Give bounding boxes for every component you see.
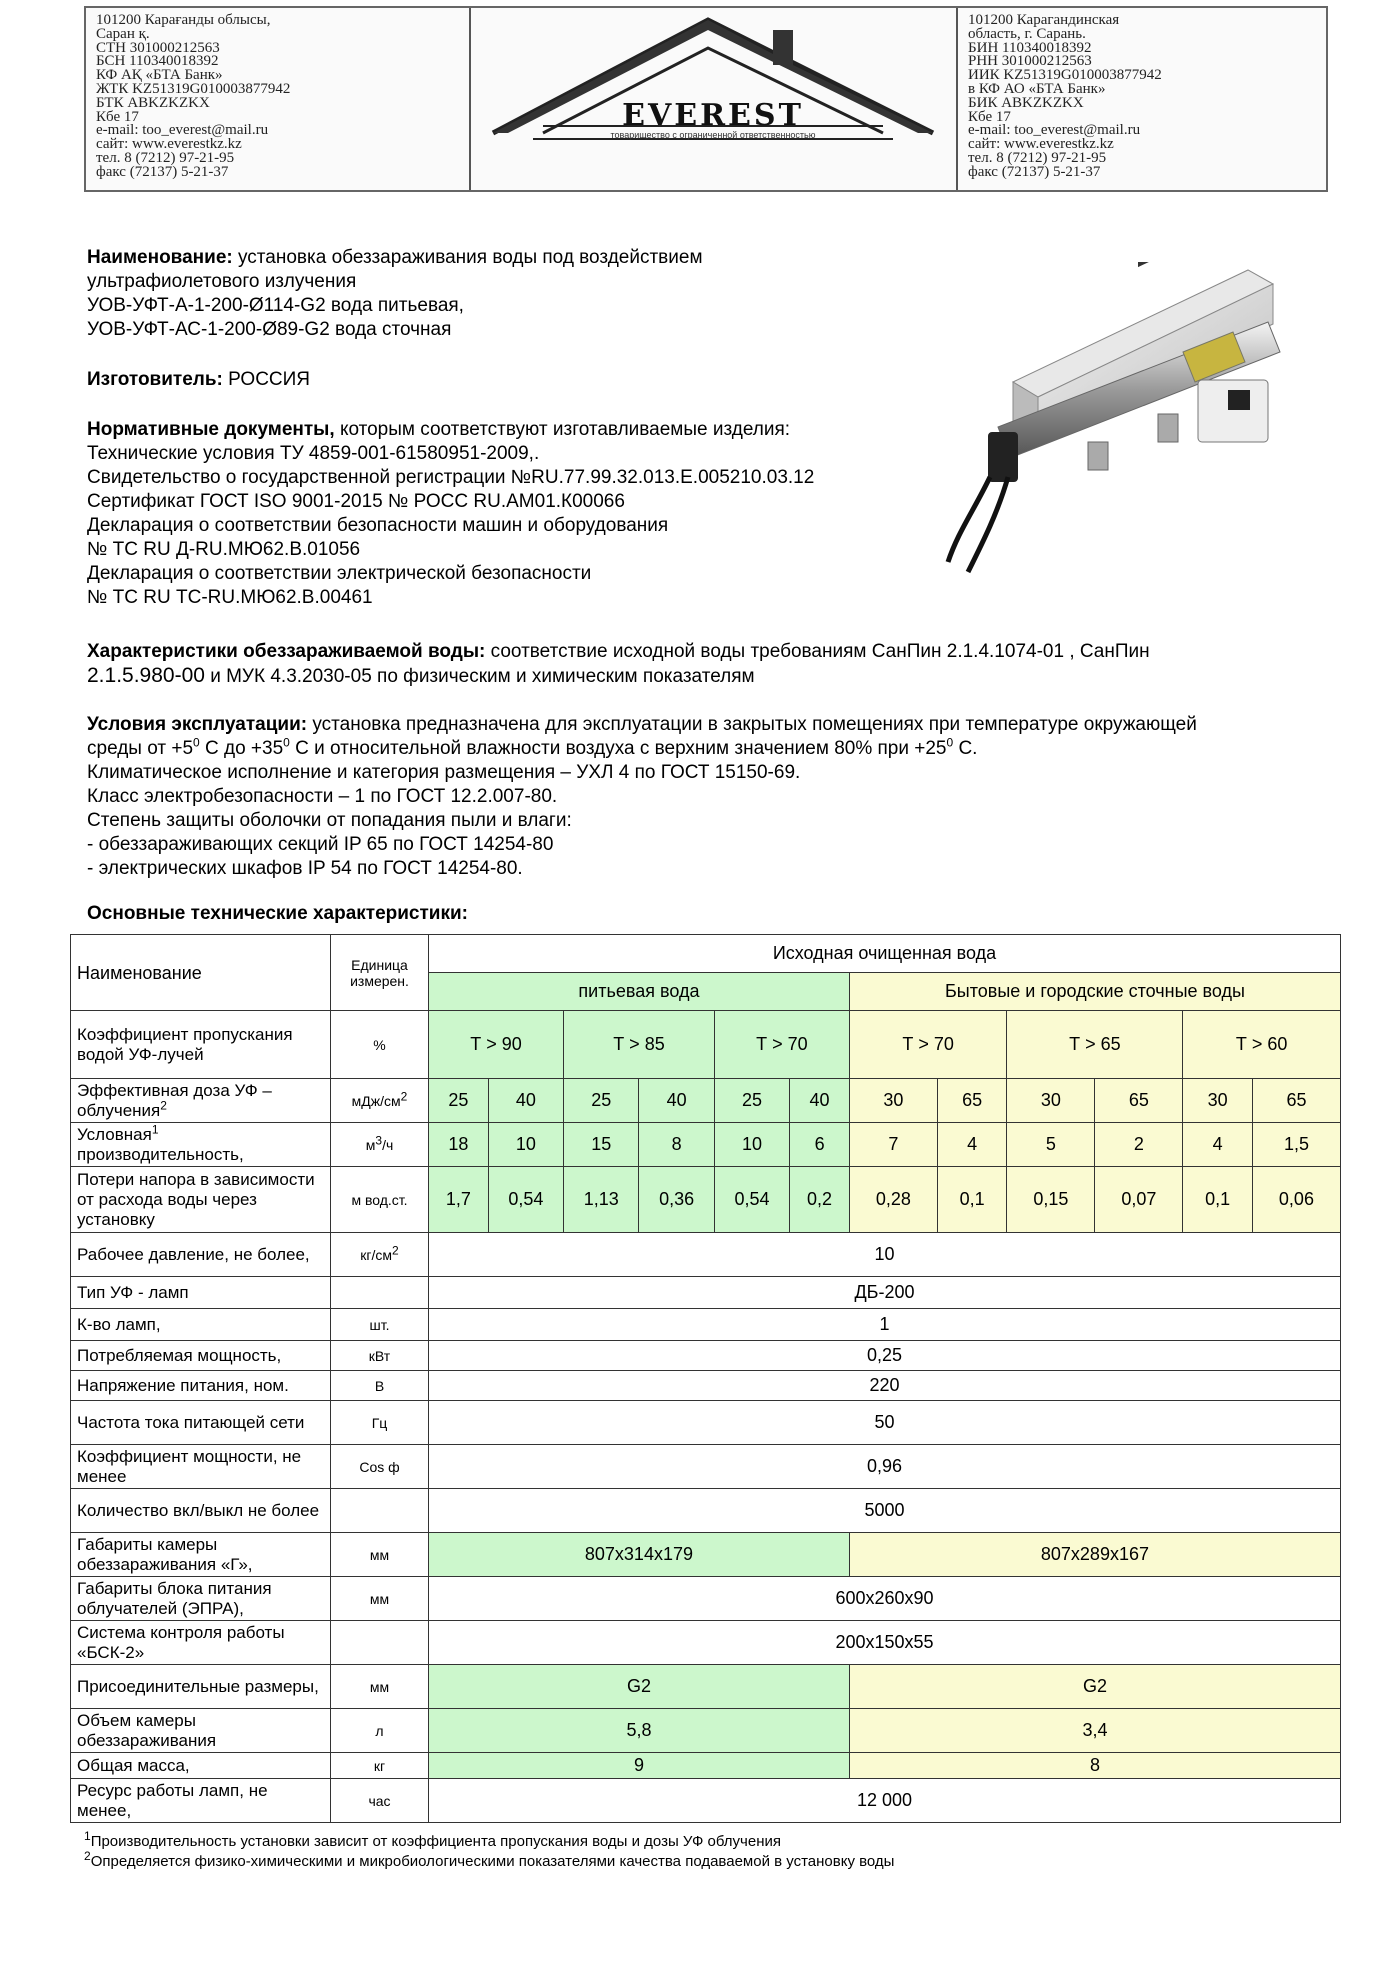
table-title: Основные технические характеристики: <box>87 903 468 924</box>
row-unit <box>331 1277 429 1309</box>
table-cell: 0,36 <box>639 1167 714 1233</box>
norm-line: Декларация о соответствии безопасности машин и оборудования <box>87 515 669 536</box>
table-cell: 220 <box>429 1371 1341 1401</box>
table-cell: 0,2 <box>790 1167 850 1233</box>
table-cell: 4 <box>937 1123 1007 1167</box>
table-header-row <box>71 935 1341 973</box>
table-cell: 50 <box>429 1401 1341 1445</box>
row-unit <box>331 1079 429 1123</box>
table-cell: 0,07 <box>1095 1167 1183 1233</box>
table-row <box>71 1753 1341 1779</box>
table-cell: 807x314x179 <box>429 1533 850 1577</box>
row-label: Система контроля работы «БСК-2» <box>71 1621 331 1665</box>
row-unit <box>331 1489 429 1533</box>
table-cell: Т > 85 <box>564 1011 715 1079</box>
conditions-line: Степень защиты оболочки от попадания пыли и влаги: <box>87 810 572 831</box>
table-cell: 9 <box>429 1753 850 1779</box>
row-unit: В <box>331 1371 429 1401</box>
conditions-line: Климатическое исполнение и категория размещения – УХЛ 4 по ГОСТ 15150-69. <box>87 762 801 783</box>
row-unit: кВт <box>331 1341 429 1371</box>
naming-model-waste: УОВ-УФТ-АС-1-200-Ø89-G2 вода сточная <box>87 319 452 340</box>
table-row <box>71 1277 1341 1309</box>
footnote-text: Производительность установки зависит от коэффициента пропускания воды и дозы УФ облучения <box>90 1833 781 1850</box>
spec-table <box>70 934 1341 1823</box>
table-cell: 10 <box>488 1123 563 1167</box>
conditions-line: - электрических шкафов IP 54 по ГОСТ 14254-80. <box>87 858 523 879</box>
unit-sup: 2 <box>400 1088 408 1103</box>
table-cell: 0,25 <box>429 1341 1341 1371</box>
row-label-text: Эффективная доза УФ – облучения <box>77 1080 272 1120</box>
row-label: Потребляемая мощность, <box>71 1341 331 1371</box>
table-row <box>71 1167 1341 1233</box>
naming-text: установка обеззараживания воды под воздействием <box>232 247 703 268</box>
row-label: Количество вкл/выкл не более <box>71 1489 331 1533</box>
table-row <box>71 1489 1341 1533</box>
water-label: Характеристики обеззараживаемой воды: <box>87 641 486 662</box>
table-row <box>71 1445 1341 1489</box>
table-row <box>71 1709 1341 1753</box>
table-cell: 0,1 <box>937 1167 1007 1233</box>
row-unit <box>331 1123 429 1167</box>
table-cell: 0,15 <box>1007 1167 1095 1233</box>
row-unit: Гц <box>331 1401 429 1445</box>
requisite-line: Кбе 17 <box>96 108 139 125</box>
header-unit: Единица измерен. <box>331 935 429 1011</box>
requisite-line: факс (72137) 5-21-37 <box>96 163 229 180</box>
naming-model-drinking: УОВ-УФТ-А-1-200-Ø114-G2 вода питьевая, <box>87 295 464 316</box>
row-label: К-во ламп, <box>71 1309 331 1341</box>
table-cell: 40 <box>790 1079 850 1123</box>
footnote-number: 1 <box>84 1829 91 1843</box>
row-label: Присоединительные размеры, <box>71 1665 331 1709</box>
table-cell: 30 <box>849 1079 937 1123</box>
requisite-line: СТН 301000212563 <box>96 39 220 56</box>
water-sanpin: 2.1.5.980-00 <box>87 664 205 687</box>
header-name: Наименование <box>71 935 331 1011</box>
table-cell: 40 <box>488 1079 563 1123</box>
operating-conditions-block <box>87 713 1337 881</box>
row-label: Габариты блока питания облучателей (ЭПРА), <box>71 1577 331 1621</box>
table-cell: 1,13 <box>564 1167 639 1233</box>
requisite-line: РНН 301000212563 <box>968 53 1092 70</box>
conditions-temp-d: С. <box>953 738 978 759</box>
norm-line: Декларация о соответствии электрической безопасности <box>87 563 592 584</box>
table-cell: 0,54 <box>714 1167 789 1233</box>
row-unit <box>331 1233 429 1277</box>
table-row <box>71 1577 1341 1621</box>
row-label: Коэффициент мощности, не менее <box>71 1445 331 1489</box>
brand-subtitle: товарищество с ограниченной ответственностью <box>610 130 816 140</box>
table-cell: 5000 <box>429 1489 1341 1533</box>
table-cell: 25 <box>714 1079 789 1123</box>
table-cell: Т > 70 <box>849 1011 1007 1079</box>
unit-text: мДж/см <box>351 1092 401 1109</box>
conditions-label: Условия эксплуатации: <box>87 714 308 735</box>
table-row <box>71 1533 1341 1577</box>
requisite-line: сайт: www.everestkz.kz <box>96 136 242 153</box>
row-label-text: производительность, <box>77 1144 244 1164</box>
row-unit <box>331 1621 429 1665</box>
table-cell: 600x260x90 <box>429 1577 1341 1621</box>
table-cell: 3,4 <box>849 1709 1340 1753</box>
table-row <box>71 1079 1341 1123</box>
row-label: Потери напора в зависимости от расхода воды через установку <box>71 1167 331 1233</box>
brand-name: EVEREST <box>622 98 804 133</box>
requisite-line: факс (72137) 5-21-37 <box>968 163 1101 180</box>
footnote <box>84 1829 781 1851</box>
requisite-line: сайт: www.everestkz.kz <box>968 136 1114 153</box>
table-cell: 30 <box>1183 1079 1253 1123</box>
requisite-line: 101200 Карағанды облысы, <box>96 12 271 28</box>
requisite-line: в КФ АО «БТА Банк» <box>968 80 1106 97</box>
row-unit: шт. <box>331 1309 429 1341</box>
water-text-2: и МУК 4.3.2030-05 по физическим и химическим показателям <box>204 666 755 687</box>
unit-text: кг/см <box>360 1246 393 1263</box>
maker-label: Изготовитель: <box>87 369 223 390</box>
row-label-text: Условная <box>77 1124 152 1144</box>
table-row <box>71 1371 1341 1401</box>
row-label: Напряжение питания, ном. <box>71 1371 331 1401</box>
unit-text: м <box>365 1136 376 1153</box>
footnote-ref: 2 <box>160 1097 167 1112</box>
requisite-line: БТК ABKZKZKX <box>96 94 210 111</box>
footnote-text: Определяется физико-химическими и микробиологическими показателями качества подаваемой в установку воды <box>90 1853 895 1870</box>
table-cell: 65 <box>1252 1079 1340 1123</box>
requisite-line: область, г. Сарань. <box>968 25 1086 42</box>
table-cell: 807x289x167 <box>849 1533 1340 1577</box>
table-cell: 7 <box>849 1123 937 1167</box>
row-label: Общая масса, <box>71 1753 331 1779</box>
header-waste-water: Бытовые и городские сточные воды <box>849 973 1340 1011</box>
conditions-temp-b: С до +35 <box>199 738 284 759</box>
footnote-ref: 1 <box>151 1121 159 1136</box>
conditions-temp-c: С и относительной влажности воздуха с верхним значением 80% при +25 <box>289 738 947 759</box>
requisite-line: Кбе 17 <box>968 108 1011 125</box>
requisite-line: БИН 110340018392 <box>968 39 1092 56</box>
table-row <box>71 1233 1341 1277</box>
header-source-water: Исходная очищенная вода <box>429 935 1341 973</box>
table-cell: 0,28 <box>849 1167 937 1233</box>
unit-sup: 3 <box>375 1132 383 1147</box>
table-cell: 10 <box>714 1123 789 1167</box>
water-characteristics-block <box>87 640 1337 689</box>
maker-value: РОССИЯ <box>222 369 311 390</box>
table-cell: Т > 70 <box>714 1011 849 1079</box>
row-unit: час <box>331 1779 429 1823</box>
requisite-line: ЖТК KZ51319G010003877942 <box>96 80 291 97</box>
degree-sup: 0 <box>283 735 290 750</box>
table-cell: 0,96 <box>429 1445 1341 1489</box>
requisite-line: e-mail: too_everest@mail.ru <box>968 122 1141 139</box>
table-row <box>71 1123 1341 1167</box>
table-cell: 30 <box>1007 1079 1095 1123</box>
company-logo <box>473 8 954 190</box>
letterhead <box>84 6 1328 192</box>
requisite-line: 101200 Карагандинская <box>968 12 1120 28</box>
table-cell: 5 <box>1007 1123 1095 1167</box>
conditions-line: - обеззараживающих секций IP 65 по ГОСТ 14254-80 <box>87 834 554 855</box>
letterhead-left-requisites <box>86 8 471 190</box>
table-row <box>71 1665 1341 1709</box>
table-cell: Т > 65 <box>1007 1011 1183 1079</box>
row-label <box>71 1079 331 1123</box>
table-cell: 0,06 <box>1252 1167 1340 1233</box>
table-cell: 2 <box>1095 1123 1183 1167</box>
table-cell: 8 <box>639 1123 714 1167</box>
row-unit: Cos ф <box>331 1445 429 1489</box>
table-row <box>71 1779 1341 1823</box>
requisite-line: Саран қ. <box>96 25 150 42</box>
table-cell: 65 <box>1095 1079 1183 1123</box>
naming-line: ультрафиолетового излучения <box>87 271 357 292</box>
table-cell: 200x150x55 <box>429 1621 1341 1665</box>
degree-sup: 0 <box>193 735 200 750</box>
table-cell: 15 <box>564 1123 639 1167</box>
table-cell: 65 <box>937 1079 1007 1123</box>
norm-line: № ТС RU Д-RU.МЮ62.В.01056 <box>87 539 361 560</box>
row-unit: кг <box>331 1753 429 1779</box>
row-unit: % <box>331 1011 429 1079</box>
unit-sup: 2 <box>392 1242 399 1257</box>
table-cell: 10 <box>429 1233 1341 1277</box>
table-cell: ДБ-200 <box>429 1277 1341 1309</box>
row-unit: мм <box>331 1577 429 1621</box>
row-unit: мм <box>331 1533 429 1577</box>
row-unit: мм <box>331 1665 429 1709</box>
row-label: Объем камеры обеззараживания <box>71 1709 331 1753</box>
table-cell: 6 <box>790 1123 850 1167</box>
norm-docs-block <box>87 418 927 610</box>
table-cell: 1 <box>429 1309 1341 1341</box>
norms-label: Нормативные документы, <box>87 419 335 440</box>
row-unit: л <box>331 1709 429 1753</box>
norm-line: Свидетельство о государственной регистрации №RU.77.99.32.013.Е.005210.03.12 <box>87 467 815 488</box>
norm-line: № ТС RU ТС-RU.МЮ62.В.00461 <box>87 587 373 608</box>
row-label: Габариты камеры обеззараживания «Г», <box>71 1533 331 1577</box>
table-cell: 8 <box>849 1753 1340 1779</box>
requisite-line: БИК ABKZKZKX <box>968 94 1084 111</box>
table-cell: 0,54 <box>488 1167 563 1233</box>
table-cell: 40 <box>639 1079 714 1123</box>
requisite-line: БСН 110340018392 <box>96 53 219 70</box>
footnote-number: 2 <box>84 1849 91 1863</box>
table-cell: 12 000 <box>429 1779 1341 1823</box>
row-label: Частота тока питающей сети <box>71 1401 331 1445</box>
table-cell: G2 <box>849 1665 1340 1709</box>
requisite-line: КФ АҚ «БТА Банк» <box>96 67 223 84</box>
header-drinking-water: питьевая вода <box>429 973 850 1011</box>
table-cell: 4 <box>1183 1123 1253 1167</box>
table-cell: 1,7 <box>429 1167 489 1233</box>
norms-text: которым соответствуют изготавливаемые изделия: <box>334 419 791 440</box>
table-row <box>71 1011 1341 1079</box>
table-row <box>71 1401 1341 1445</box>
row-unit: м вод.ст. <box>331 1167 429 1233</box>
table-cell: 18 <box>429 1123 489 1167</box>
conditions-line: Класс электробезопасности – 1 по ГОСТ 12.2.007-80. <box>87 786 558 807</box>
table-row <box>71 1341 1341 1371</box>
degree-sup: 0 <box>946 735 954 750</box>
requisite-line: e-mail: too_everest@mail.ru <box>96 122 269 139</box>
table-row <box>71 1309 1341 1341</box>
requisite-line: тел. 8 (7212) 97-21-95 <box>968 149 1107 166</box>
row-label: Коэффициент пропускания водой УФ-лучей <box>71 1011 331 1079</box>
water-text: соответствие исходной воды требованиям СанПин 2.1.4.1074-01 , СанПин <box>485 641 1150 662</box>
conditions-text: установка предназначена для эксплуатации в закрытых помещениях при температуре окружающей <box>307 714 1197 735</box>
requisite-line: ИИК KZ51319G010003877942 <box>968 67 1162 84</box>
table-cell: 1,5 <box>1252 1123 1340 1167</box>
table-cell: 0,1 <box>1183 1167 1253 1233</box>
footnote <box>84 1849 895 1871</box>
requisite-line: тел. 8 (7212) 97-21-95 <box>96 149 235 166</box>
table-row <box>71 1621 1341 1665</box>
uv-unit-photo <box>928 262 1318 582</box>
row-label <box>71 1123 331 1167</box>
letterhead-right-requisites <box>956 8 1326 190</box>
unit-text: /ч <box>382 1136 394 1153</box>
row-label: Ресурс работы ламп, не менее, <box>71 1779 331 1823</box>
norm-line: Технические условия ТУ 4859-001-61580951-2009,. <box>87 443 540 464</box>
table-cell: Т > 90 <box>429 1011 564 1079</box>
table-cell: G2 <box>429 1665 850 1709</box>
table-cell: 25 <box>429 1079 489 1123</box>
table-cell: 25 <box>564 1079 639 1123</box>
norm-line: Сертификат ГОСТ ISO 9001-2015 № РОСС RU.АМ01.К00066 <box>87 491 625 512</box>
table-cell: Т > 60 <box>1183 1011 1341 1079</box>
row-label: Рабочее давление, не более, <box>71 1233 331 1277</box>
naming-label: Наименование: <box>87 247 233 268</box>
table-cell: 5,8 <box>429 1709 850 1753</box>
row-label: Тип УФ - ламп <box>71 1277 331 1309</box>
conditions-temp-a: среды от +5 <box>87 738 194 759</box>
